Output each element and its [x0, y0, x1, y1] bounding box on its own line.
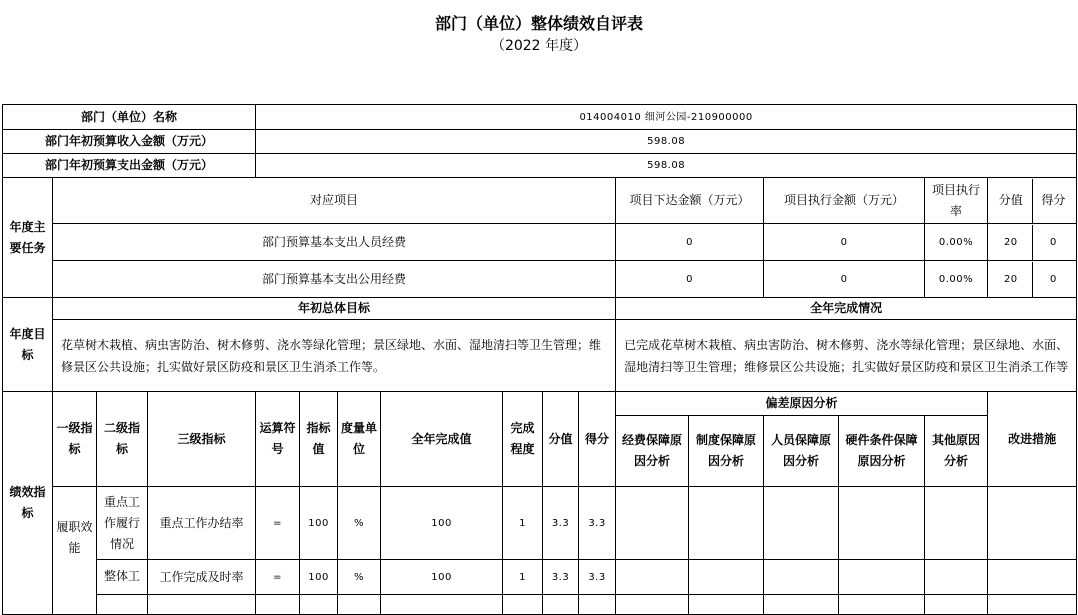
perf-target: 100 — [300, 487, 338, 560]
task-score: 0 — [1049, 236, 1057, 248]
goals-header-row — [3, 298, 1077, 320]
task-executed: 0 — [764, 224, 925, 261]
perf-improve-cell — [988, 560, 1077, 595]
tasks-score-got-header: 得分 — [1041, 193, 1066, 207]
expense-row — [3, 154, 1077, 178]
perf-target: 100 — [300, 560, 338, 595]
task-rate: 0.00% — [925, 261, 988, 298]
tasks-item-header: 对应项目 — [53, 178, 616, 224]
perf-unit: % — [338, 487, 381, 560]
dept-name-row — [3, 105, 1077, 130]
perf-target-header: 指标值 — [300, 392, 338, 487]
expense-value: 598.08 — [256, 154, 1077, 178]
tasks-executed-header: 项目执行金额（万元） — [764, 178, 925, 224]
task-row — [3, 261, 1077, 298]
perf-deviation-header: 偏差原因分析 — [616, 392, 988, 416]
perf-system-header: 制度保障原因分析 — [689, 416, 764, 487]
perf-score-value: 3.3 — [543, 560, 579, 595]
expense-label: 部门年初预算支出金额（万元） — [3, 154, 256, 178]
perf-score-value: 3.3 — [543, 487, 579, 560]
perf-row — [3, 560, 1077, 595]
perf-row-continued — [3, 595, 1077, 615]
task-score-value: 20 — [990, 225, 1033, 260]
perf-other-cell — [925, 560, 988, 595]
perf-level1-header: 一级指标 — [53, 392, 97, 487]
perf-unit: % — [338, 560, 381, 595]
perf-level3: 工作完成及时率 — [148, 560, 256, 595]
perf-personnel-cell — [764, 487, 839, 560]
goals-text-row — [3, 320, 1077, 392]
perf-score-header: 得分 — [579, 392, 616, 487]
perf-funding-cell — [616, 560, 689, 595]
perf-unit-header: 度量单位 — [338, 392, 381, 487]
goals-initial-text: 花草树木栽植、病虫害防治、树木修剪、浇水等绿化管理；景区绿地、水面、湿地清扫等卫生管理；维修景区公共设施；扎实做好景区防疫和景区卫生消杀工作等。 — [53, 320, 616, 392]
goals-initial-header: 年初总体目标 — [53, 298, 616, 320]
perf-header-row — [3, 392, 1077, 416]
perf-improve-header: 改进措施 — [988, 392, 1077, 487]
perf-improve-cell — [988, 487, 1077, 560]
task-item: 部门预算基本支出人员经费 — [53, 224, 616, 261]
perf-actual-header: 全年完成值 — [381, 392, 503, 487]
income-value: 598.08 — [256, 130, 1077, 154]
tasks-allocated-header: 项目下达金额（万元） — [616, 178, 764, 224]
dept-name-label: 部门（单位）名称 — [3, 105, 256, 130]
perf-degree-header: 完成程度 — [503, 392, 543, 487]
tasks-rate-header: 项目执行率 — [925, 178, 988, 224]
perf-personnel-cell — [764, 560, 839, 595]
perf-row — [3, 487, 1077, 560]
perf-hardware-cell — [839, 560, 925, 595]
perf-personnel-header: 人员保障原因分析 — [764, 416, 839, 487]
task-allocated: 0 — [616, 261, 764, 298]
perf-score-value-header: 分值 — [543, 392, 579, 487]
task-score-cell — [988, 224, 1077, 261]
goals-section-label: 年度目标 — [3, 298, 53, 392]
income-label: 部门年初预算收入金额（万元） — [3, 130, 256, 154]
perf-score: 3.3 — [579, 560, 616, 595]
dept-name-value: 014004010 细河公园-210900000 — [256, 105, 1077, 130]
perf-degree: 1 — [503, 487, 543, 560]
tasks-header-row — [3, 178, 1077, 224]
perf-hardware-cell — [839, 487, 925, 560]
perf-operator-header: 运算符号 — [256, 392, 300, 487]
perf-operator: = — [256, 560, 300, 595]
goals-completion-header: 全年完成情况 — [616, 298, 1077, 320]
perf-level2: 重点工作履行情况 — [97, 487, 148, 560]
tasks-score-header — [988, 178, 1077, 224]
perf-level1-value: 履职效能 — [53, 487, 97, 615]
perf-level2: 整体工 — [97, 560, 148, 595]
page-subtitle: （2022 年度） — [490, 38, 588, 54]
perf-hardware-header: 硬件条件保障原因分析 — [839, 416, 925, 487]
perf-system-cell — [689, 560, 764, 595]
task-item: 部门预算基本支出公用经费 — [53, 261, 616, 298]
task-score-value: 20 — [990, 262, 1033, 297]
perf-actual: 100 — [381, 487, 503, 560]
task-score: 0 — [1049, 273, 1057, 285]
task-rate: 0.00% — [925, 224, 988, 261]
task-row — [3, 224, 1077, 261]
perf-section-label: 绩效指标 — [3, 392, 53, 615]
page-title: 部门（单位）整体绩效自评表 — [434, 14, 643, 33]
task-score-cell — [988, 261, 1077, 298]
perf-actual: 100 — [381, 560, 503, 595]
goals-completion-text: 已完成花草树木栽植、病虫害防治、树木修剪、浇水等绿化管理；景区绿地、水面、湿地清扫等卫生管理；维修景区公共设施；扎实做好景区防疫和景区卫生消杀工作等 — [616, 320, 1077, 392]
tasks-section-label: 年度主要任务 — [3, 178, 53, 298]
perf-funding-cell — [616, 487, 689, 560]
task-allocated: 0 — [616, 224, 764, 261]
perf-level3-header: 三级指标 — [148, 392, 256, 487]
perf-other-header: 其他原因分析 — [925, 416, 988, 487]
perf-operator: = — [256, 487, 300, 560]
income-row — [3, 130, 1077, 154]
perf-other-cell — [925, 487, 988, 560]
task-executed: 0 — [764, 261, 925, 298]
perf-funding-header: 经费保障原因分析 — [616, 416, 689, 487]
perf-level3: 重点工作办结率 — [148, 487, 256, 560]
perf-degree: 1 — [503, 560, 543, 595]
tasks-score-value-header: 分值 — [990, 179, 1033, 223]
perf-level2-header: 二级指标 — [97, 392, 148, 487]
self-evaluation-table — [2, 104, 1077, 615]
perf-system-cell — [689, 487, 764, 560]
perf-score: 3.3 — [579, 487, 616, 560]
